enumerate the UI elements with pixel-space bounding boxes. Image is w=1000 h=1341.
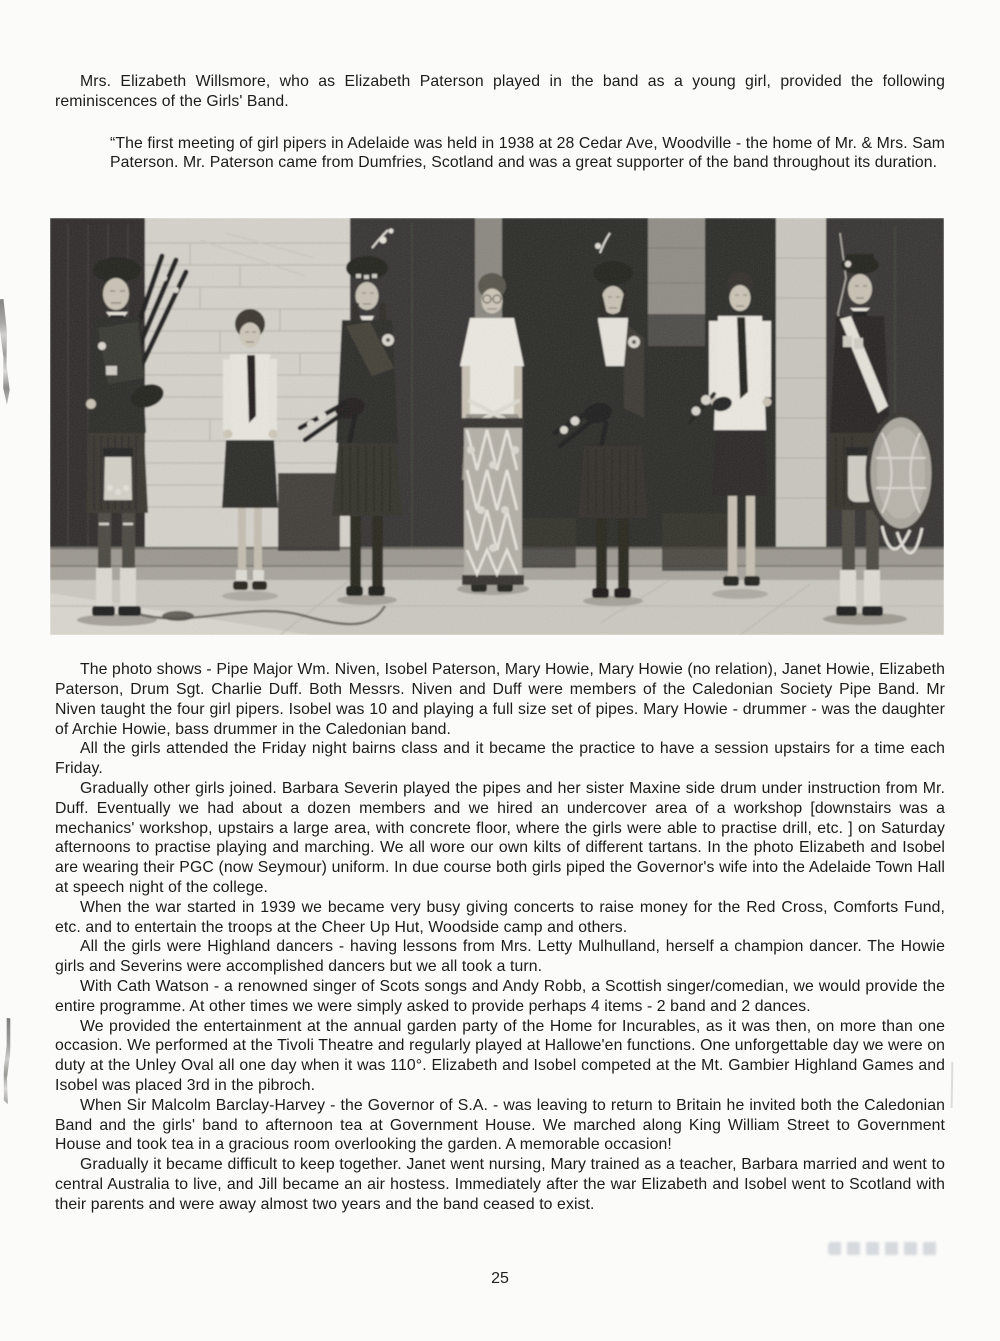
body-paragraph-7: We provided the entertainment at the annual garden party of the Home for Incurables, as it was then, on more than one occasion. We performed at the Tivoli Theatre and regularly played at Hallowe'en functions. One unforgettable day we were on duty at the Unley Oval all one day when it was 110°. Elizabeth and Isobel competed at the Mt. Gambier Highland Games and Isobel was placed 3rd in the pibroch. bbox=[55, 1017, 945, 1094]
page-number: 25 bbox=[491, 1270, 509, 1287]
body-paragraph-3: Gradually other girls joined. Barbara Severin played the pipes and her sister Maxine side drum under instruction from Mr. Duff. Eventually we had about a dozen members and we hired an undercover area of a workshop [downstairs was a mechanics' workshop, upstairs a large area, with concrete floor, where the girls were able to practise drill, etc. ] on Saturday afternoons to practise playing and marching. We all wore our own kilts of different tartans. In the photo Elizabeth and Isobel are wearing their PGC (now Seymour) uniform. In due course both girls piped the Governor's wife into the Adelaide Town Hall at speech night of the college. bbox=[55, 779, 945, 896]
body-paragraph-6: With Cath Watson - a renowned singer of Scots songs and Andy Robb, a Scottish singer/comedian, we would provide the entire programme. At other times we were simply asked to provide perhaps 4 items - 2 band and 2 dances. bbox=[55, 977, 945, 1015]
body-paragraph-5: All the girls were Highland dancers - having lessons from Mrs. Letty Mulhulland, herself a champion dancer. The Howie girls and Severins were accomplished dancers but we all took a turn. bbox=[55, 938, 945, 976]
page-content bbox=[55, 72, 945, 1215]
scan-artifact-left-upper bbox=[0, 299, 11, 405]
photo-grain-overlay bbox=[50, 218, 944, 635]
bleed-through-artifact bbox=[828, 1242, 942, 1255]
band-photo-svg bbox=[50, 218, 944, 635]
body-paragraph-4: When the war started in 1939 we became very busy giving concerts to raise money for the Red Cross, Comforts Fund, etc. and to entertain the troops at the Cheer Up Hut, Woodside camp and others. bbox=[55, 898, 945, 936]
band-photograph bbox=[50, 218, 944, 635]
scan-artifact-right bbox=[951, 1062, 954, 1108]
body-paragraph-9: Gradually it became difficult to keep together. Janet went nursing, Mary trained as a teacher, Barbara married and went to central Australia to live, and Jill became an air hostess. Immediately after the war Elizabeth and Isobel went to Scotland with their parents and were away almost two years and the band ceased to exist. bbox=[55, 1156, 945, 1213]
body-paragraph-2: All the girls attended the Friday night bairns class and it became the practice to have a session upstairs for a time each Friday. bbox=[55, 740, 945, 778]
intro-paragraph: Mrs. Elizabeth Willsmore, who as Elizabeth Paterson played in the band as a young girl, provided the following reminiscences of the Girls' Band. bbox=[55, 73, 945, 110]
scan-artifact-left-lower bbox=[3, 1018, 12, 1104]
quote-paragraph: “The first meeting of girl pipers in Adelaide was held in 1938 at 28 Cedar Ave, Woodville - the home of Mr. & Mrs. Sam Paterson. Mr. Paterson came from Dumfries, Scotland and was a great supporter of the band throughout its duration. bbox=[110, 134, 945, 172]
body-paragraph-1: The photo shows - Pipe Major Wm. Niven, Isobel Paterson, Mary Howie, Mary Howie (no relation), Janet Howie, Elizabeth Paterson, Drum Sgt. Charlie Duff. Both Messrs. Niven and Duff were members of the Caledonian Society Pipe Band. Mr Niven taught the four girl pipers. Isobel was 10 and playing a full size set of pipes. Mary Howie - drummer - was the daughter of Archie Howie, bass drummer in the Caledonian band. bbox=[55, 661, 945, 738]
body-paragraph-8: When Sir Malcolm Barclay-Harvey - the Governor of S.A. - was leaving to return to Britain he invited both the Caledonian Band and the girls' band to afternoon tea at Government House. We marched along King William Street to Government House and took tea in a gracious room overlooking the garden. A memorable occasion! bbox=[55, 1096, 945, 1154]
